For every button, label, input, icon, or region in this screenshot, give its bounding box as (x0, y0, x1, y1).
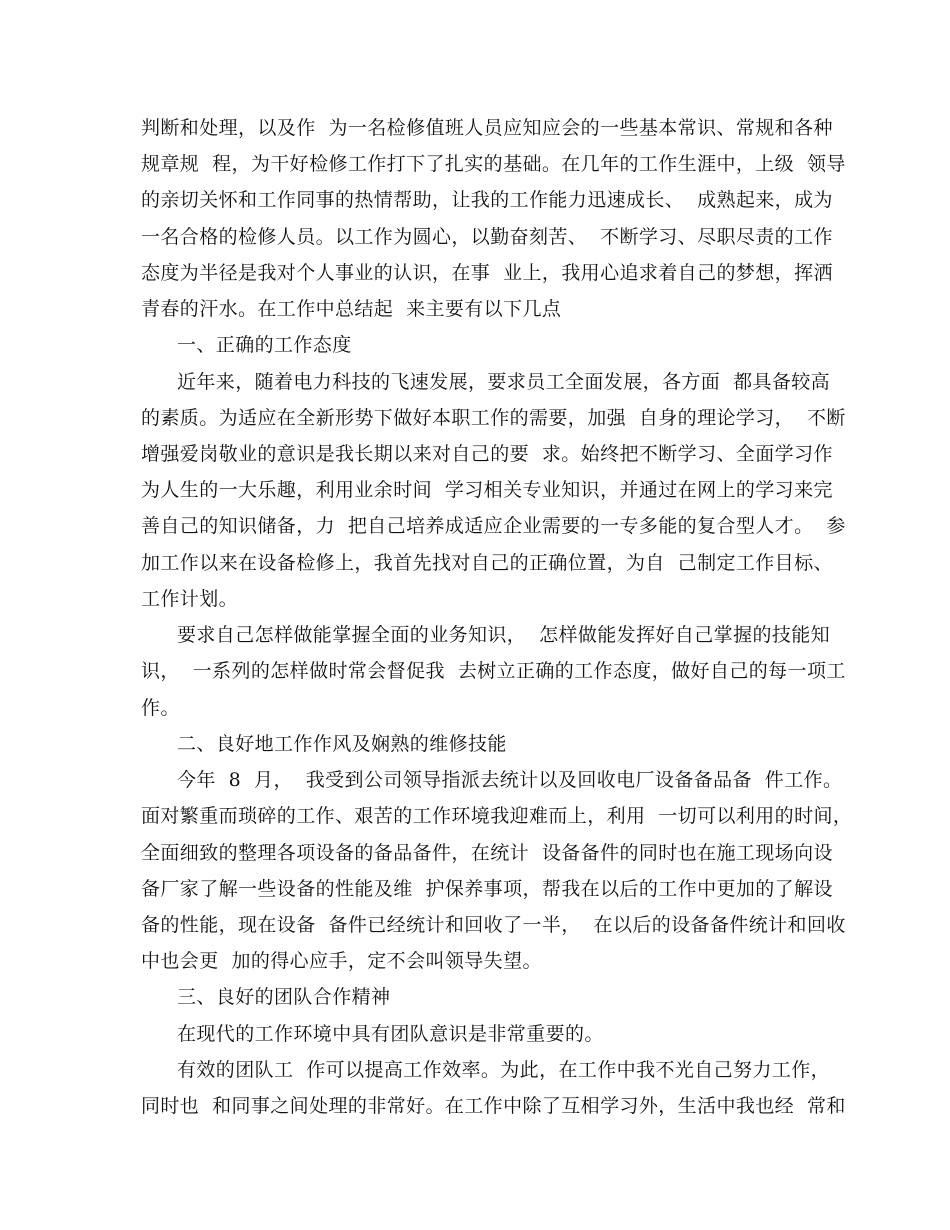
text-line: 工作计划。 (141, 588, 239, 610)
text-line: 识， 一系列的怎样做时常会督促我 去树立正确的工作态度，做好自己的每一项工 (141, 660, 846, 682)
text-line: 今年 8 月， 我受到公司领导指派去统计以及回收电厂设备备品备 件工作。 (177, 769, 843, 791)
text-line: 规章规 程，为干好检修工作打下了扎实的基础。在几年的工作生涯中，上级 领导 (141, 153, 846, 175)
text-line: 同时也 和同事之间处理的非常好。在工作中除了互相学习外，生活中我也经 常和 (141, 1095, 846, 1117)
text-line: 为人生的一大乐趣，利用业余时间 学习相关专业知识，并通过在网上的学习来完 (141, 479, 833, 501)
text-line: 加工作以来在设备检修上，我首先找对自己的正确位置，为自 己制定工作目标、 (141, 552, 833, 574)
text-line: 作。 (141, 697, 180, 719)
text-line: 备的性能，现在设备 备件已经统计和回收了一半， 在以后的设备备件统计和回收 (141, 914, 846, 936)
text-line: 的亲切关怀和工作同事的热情帮助，让我的工作能力迅速成长、 成熟起来，成为 (141, 189, 833, 211)
text-line: 备厂家了解一些设备的性能及维 护保养事项，帮我在以后的工作中更加的了解设 (141, 878, 833, 900)
text-line: 要求自己怎样做能掌握全面的业务知识， 怎样做能发挥好自己掌握的技能知 (177, 624, 831, 646)
text-line: 全面细致的整理各项设备的备品备件，在统计 设备备件的同时也在施工现场向设 (141, 842, 833, 864)
text-line: 增强爱岗敬业的意识是我长期以来对自己的要 求。始终把不断学习、全面学习作 (141, 443, 833, 465)
section-heading: 二、良好地工作作风及娴熟的维修技能 (177, 733, 507, 755)
text-line: 近年来，随着电力科技的飞速发展，要求员工全面发展，各方面 都具备较高 (177, 371, 831, 393)
text-line: 中也会更 加的得心应手，定不会叫领导失望。 (141, 950, 542, 972)
text-line: 青春的汗水。在工作中总结起 来主要有以下几点 (141, 298, 562, 320)
text-line: 面对繁重而琐碎的工作、艰苦的工作环境我迎难而上，利用 一切可以利用的时间， (141, 805, 853, 827)
text-line: 态度为半径是我对个人事业的认识，在事 业上，我用心追求着自己的梦想，挥洒 (141, 262, 833, 284)
section-heading: 一、正确的工作态度 (177, 334, 352, 356)
text-line: 在现代的工作环境中具有团队意识是非常重要的。 (177, 1023, 604, 1045)
text-line: 有效的团队工 作可以提高工作效率。为此，在工作中我不光自己努力工作， (177, 1059, 831, 1081)
text-line: 善自己的知识储备，力 把自己培养成适应企业需要的一专多能的复合型人才。 参 (141, 515, 846, 537)
text-line: 一名合格的检修人员。以工作为圆心，以勤奋刻苦、 不断学习、尽职尽责的工作 (141, 226, 833, 248)
text-line: 判断和处理，以及作 为一名检修值班人员应知应会的一些基本常识、常规和各种 (141, 117, 833, 139)
text-line: 的素质。为适应在全新形势下做好本职工作的需要，加强 自身的理论学习， 不断 (141, 407, 846, 429)
section-heading: 三、良好的团队合作精神 (177, 986, 391, 1008)
